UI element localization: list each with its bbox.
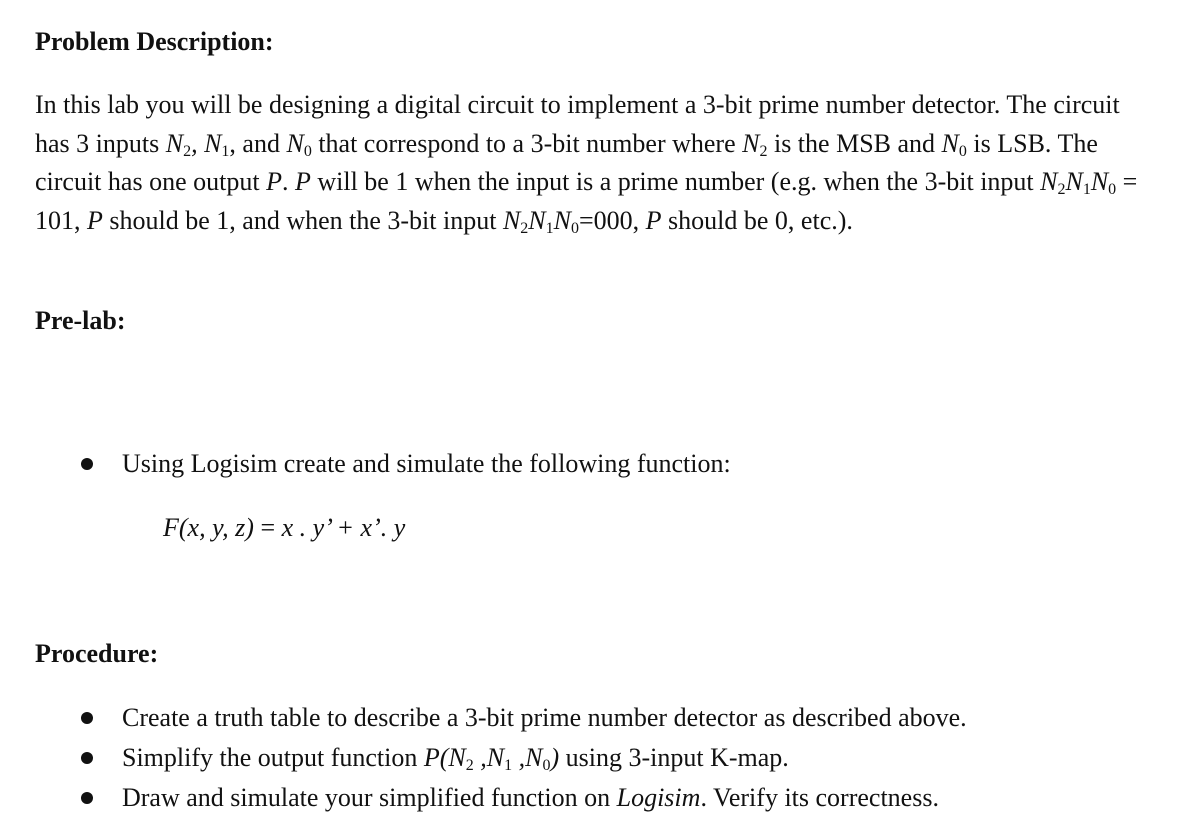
list-item [0,738,967,778]
bullet-icon [81,752,93,764]
prelab-formula: F(x, y, z) = x . y’ + x’. y [163,513,406,542]
procedure-step-3: Draw and simulate your simplified function on Logisim. Verify its correctness. [122,783,939,812]
prelab-list [0,444,731,484]
list-item [0,444,731,484]
bullet-icon [81,792,93,804]
procedure-step-1: Create a truth table to describe a 3-bit prime number detector as described above. [122,703,967,732]
prelab-heading: Pre-lab: [35,306,126,335]
problem-description-text: In this lab you will be designing a digital circuit to implement a 3-bit prime number detector. The circuit has 3 inputs $N_2$, $N_1$, and $N_0$ that correspond to a 3-bit number where $N_2$ is the MSB and $N_0$ is LSB. The circuit has one output P. P will be 1 when the input is a prime number (e.g. when the 3-bit input $N_2N_1N_0 = 101$, P should be 1, and when the 3-bit input $N_2N_1N_0=000$, P should be 0, etc.). [35,90,1138,237]
prelab-instruction: Using Logisim create and simulate the following function: [122,449,731,478]
procedure-list [0,698,967,818]
bullet-icon [81,712,93,724]
bullet-icon [81,458,93,470]
list-item [0,778,967,818]
list-item [0,698,967,738]
procedure-step-2: Simplify the output function $P(N_2$ $,N_1$ $,N_0$) using 3-input K-map. [122,743,789,774]
procedure-heading: Procedure: [35,639,159,668]
problem-description-heading: Problem Description: [35,27,274,56]
